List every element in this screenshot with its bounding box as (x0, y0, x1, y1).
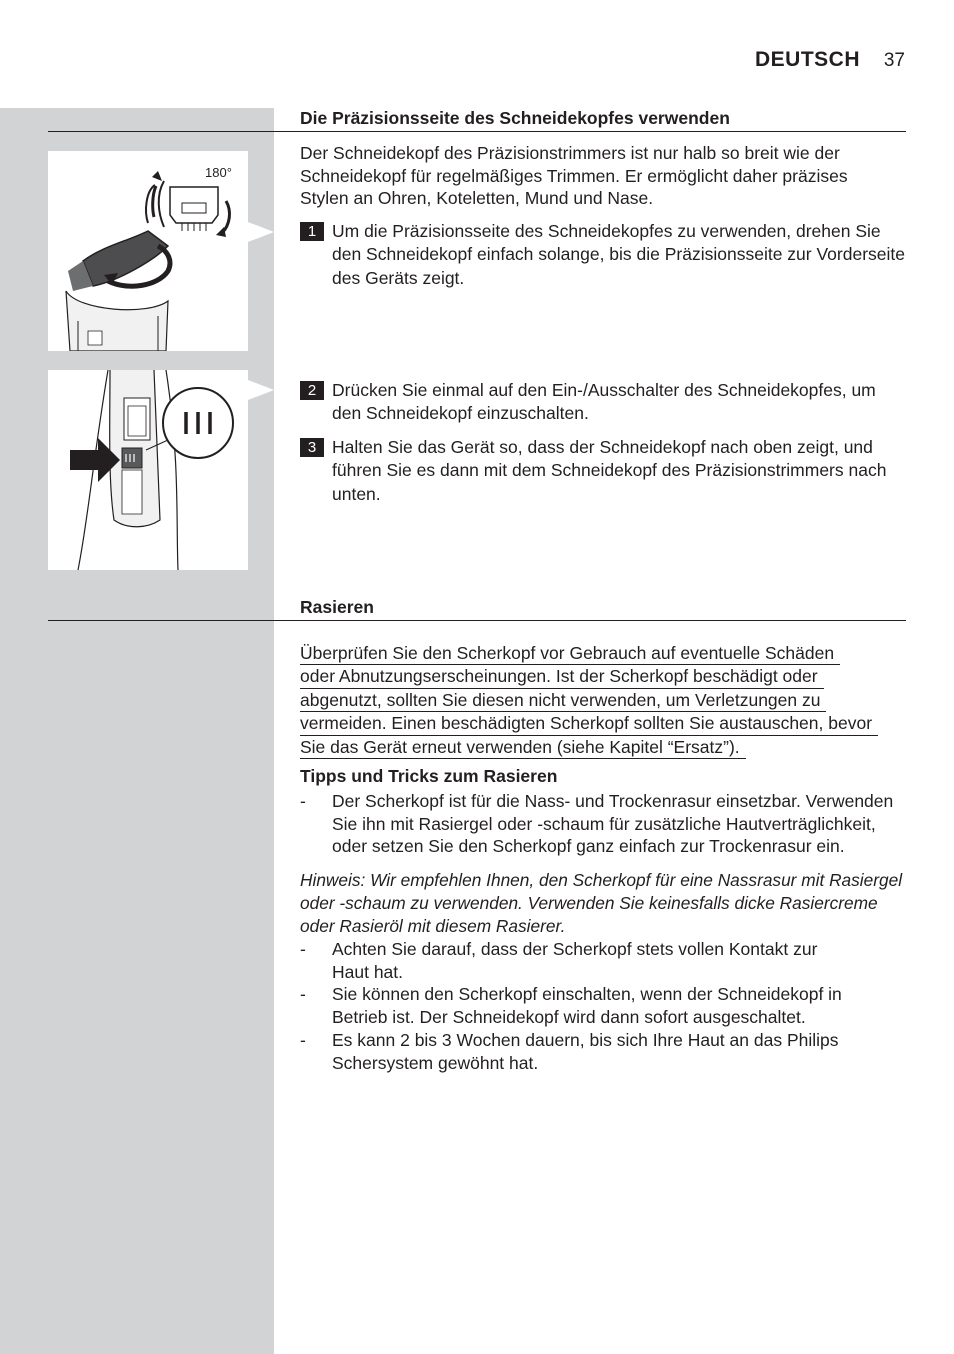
warning-line: Sie das Gerät erneut verwenden (siehe Kapitel “Ersatz”). (300, 737, 746, 759)
language-label: DEUTSCH (754, 48, 860, 71)
figure-pointer (248, 380, 274, 400)
warning-line: oder Abnutzungserscheinungen. Ist der Scherkopf beschädigt oder (300, 666, 824, 688)
bullet-text: Es kann 2 bis 3 Wochen dauern, bis sich Ihre Haut an das Philips Schersystem gewöhnt hat. (332, 1030, 839, 1073)
step-number: 3 (300, 438, 324, 457)
bullet-dash: - (300, 791, 306, 811)
section-title-shaving: Rasieren (300, 597, 374, 617)
rotate-head-illustration (48, 151, 248, 351)
bullet-text: Sie können den Scherkopf einschalten, wenn der Schneidekopf in Betrieb ist. Der Schneidekopf wird dann sofort ausgeschaltet. (332, 984, 842, 1027)
section-title-precision: Die Präzisionsseite des Schneidekopfes verwenden (300, 108, 730, 128)
step-2 (300, 379, 906, 426)
step-number: 2 (300, 381, 324, 400)
hint-note: Hinweis: Wir empfehlen Ihnen, den Scherkopf für eine Nassrasur mit Rasiergel oder -schaum zu verwenden. Verwenden Sie keinesfalls dicke Rasiercreme oder Rasieröl mit diesem Rasierer. (300, 870, 903, 936)
bullet-dash: - (300, 1030, 306, 1050)
tip-bullet (300, 790, 910, 858)
press-switch-illustration (48, 370, 248, 570)
tips-subheading: Tipps und Tricks zum Rasieren (300, 766, 558, 786)
bullet-text: Der Scherkopf ist für die Nass- und Trockenrasur einsetzbar. Verwenden Sie ihn mit Rasiergel oder -schaum für zusätzliche Hautverträglichkeit, oder setzen Sie den Scherkopf ganz einfach zur Trockenrasur ein. (332, 791, 894, 857)
tip-bullet (300, 1029, 910, 1074)
warning-line: vermeiden. Einen beschädigten Scherkopf sollten Sie austauschen, bevor (300, 713, 878, 735)
warning-line: Überprüfen Sie den Scherkopf vor Gebrauch auf eventuelle Schäden (300, 643, 840, 665)
step-text: Drücken Sie einmal auf den Ein-/Ausschalter des Schneidekopfes, um den Schneidekopf einzuschalten. (332, 380, 876, 424)
precision-intro: Der Schneidekopf des Präzisionstrimmers ist nur halb so breit wie der Schneidekopf für regelmäßiges Trimmen. Er ermöglicht daher präzises Stylen an Ohren, Koteletten, Mund und Nase. (300, 143, 848, 209)
rotation-label: 180° (205, 165, 232, 180)
warning-block (300, 642, 878, 759)
step-text: Um die Präzisionsseite des Schneidekopfes zu verwenden, drehen Sie den Schneidekopf einfach solange, bis die Präzisionsseite zur Vorderseite des Geräts zeigt. (332, 221, 905, 288)
step-1 (300, 220, 906, 290)
tip-bullet (300, 983, 910, 1028)
warning-line: abgenutzt, sollten Sie diesen nicht verwenden, um Verletzungen zu (300, 690, 826, 712)
page-number: 37 (883, 50, 905, 71)
bullet-dash: - (300, 939, 306, 959)
tip-bullet (300, 938, 910, 983)
step-3 (300, 436, 906, 506)
step-text: Halten Sie das Gerät so, dass der Schneidekopf nach oben zeigt, und führen Sie es dann mit dem Schneidekopf des Präzisionstrimmers nach unten. (332, 437, 887, 504)
bullet-dash: - (300, 984, 306, 1004)
figure-pointer (248, 222, 274, 242)
step-number: 1 (300, 222, 324, 241)
section-rule (48, 620, 906, 621)
bullet-text: Achten Sie darauf, dass der Scherkopf stets vollen Kontakt zur Haut hat. (332, 939, 818, 982)
section-rule (48, 131, 906, 132)
